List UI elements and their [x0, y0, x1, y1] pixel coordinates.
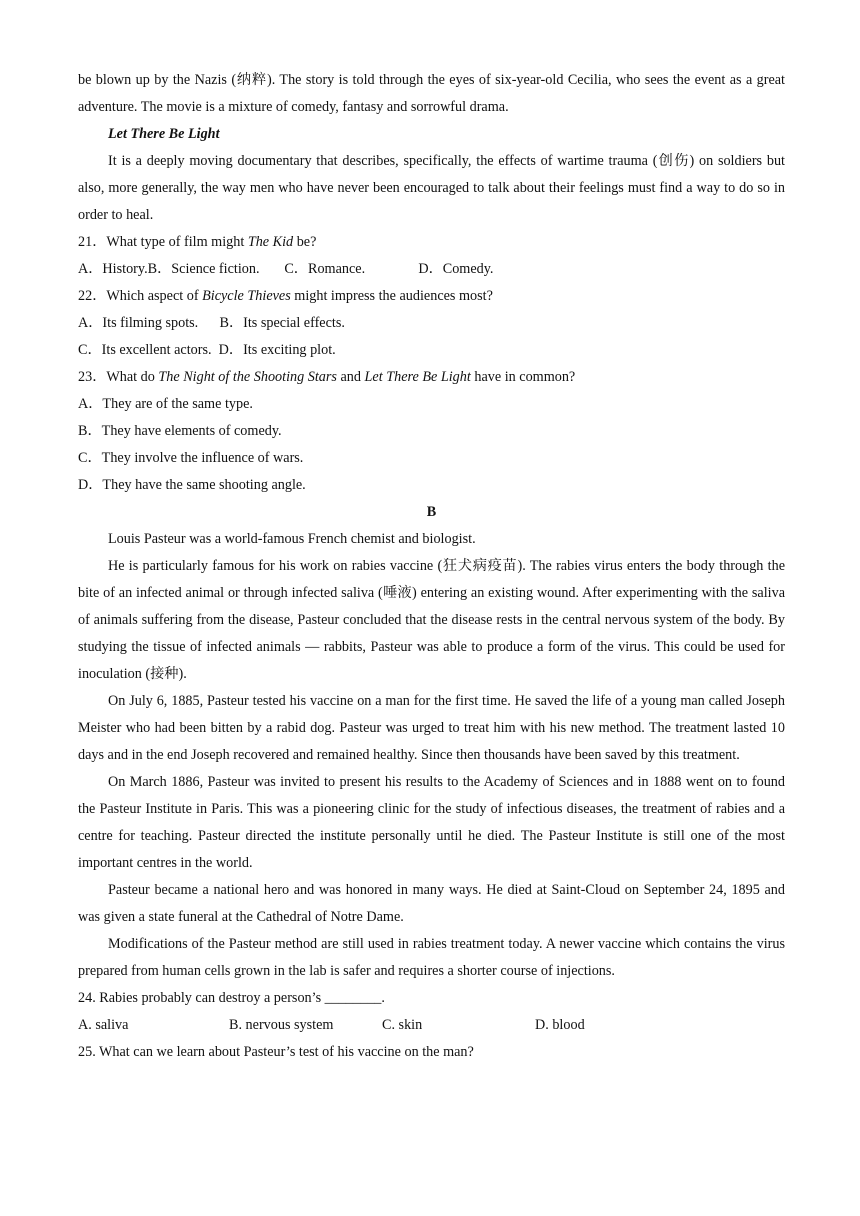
q21-stem-start: 21．What type of film might [78, 234, 248, 250]
passage-b-paragraph-4: On March 1886, Pasteur was invited to present his results to the Academy of Sciences and in 1888 went on to found the Pasteur Institute in Paris. This was a pioneering clinic for the study of infectious diseases, the treatment of rabies and a centre for teaching. Pasteur directed the institute personally until he died. The Pasteur Institute is still one of the most important centres in the world. [78, 774, 785, 871]
question-21 [78, 229, 785, 256]
q21-options: A．History.B．Science fiction. C．Romance. D．Comedy. [78, 261, 494, 277]
q24-options [78, 1012, 785, 1039]
q23-stem-end: have in common? [470, 369, 576, 385]
q23-option-c: C．They involve the influence of wars. [78, 450, 304, 466]
q22-film-name: Bicycle Thieves [202, 288, 291, 304]
q23-film-name-1: The Night of the Shooting Stars [158, 369, 337, 385]
q23-film-name-2: Let There Be Light [364, 369, 471, 385]
q23-option-a: A．They are of the same type. [78, 396, 253, 412]
q23-stem-start: 23．What do [78, 369, 159, 385]
q22-options-line-2: C．Its excellent actors. D．Its exciting plot. [78, 342, 336, 358]
q21-stem-end: be? [293, 234, 317, 250]
q22-stem-start: 22．Which aspect of [78, 288, 203, 304]
passage-b-paragraph-6: Modifications of the Pasteur method are still used in rabies treatment today. A newer vaccine which contains the virus prepared from human cells grown in the lab is safer and requires a shorter course of injections. [78, 936, 785, 979]
q21-film-name: The Kid [247, 234, 294, 250]
film-title: Let There Be Light [108, 126, 220, 142]
q24-option-d: D. blood [535, 1017, 585, 1033]
passage-b-paragraph-3: On July 6, 1885, Pasteur tested his vaccine on a man for the first time. He saved the life of a young man called Joseph Meister who had been bitten by a rabid dog. Pasteur was urged to treat him with his new method. The treatment lasted 10 days and in the end Joseph recovered and remained healthy. Since then thousands have been saved by this treatment. [78, 693, 785, 763]
question-24: 24. Rabies probably can destroy a person’s ________. [78, 990, 385, 1006]
q24-option-b: B. nervous system [229, 1017, 334, 1033]
q23-option-d: D．They have the same shooting angle. [78, 477, 306, 493]
q24-option-c: C. skin [382, 1017, 423, 1033]
q23-stem-mid: and [336, 369, 365, 385]
passage-b-paragraph-1: Louis Pasteur was a world-famous French chemist and biologist. [108, 531, 476, 547]
q22-stem-end: might impress the audiences most? [290, 288, 493, 304]
document-page [78, 67, 785, 1066]
q23-option-b: B．They have elements of comedy. [78, 423, 282, 439]
question-23 [78, 364, 785, 391]
question-22 [78, 283, 785, 310]
q24-option-a: A. saliva [78, 1017, 129, 1033]
question-25: 25. What can we learn about Pasteur’s test of his vaccine on the man? [78, 1044, 474, 1060]
passage-b-paragraph-2: He is particularly famous for his work on rabies vaccine (狂犬病疫苗). The rabies virus enters the body through the bite of an infected animal or through infected saliva (唾液) entering an existing wound. After experimenting with the saliva of animals suffering from the disease, Pasteur concluded that the disease rests in the central nervous system of the body. By studying the tissue of infected animals — rabbits, Pasteur was able to produce a form of the virus. This could be used for inoculation (接种). [78, 558, 785, 682]
section-heading-b: B [426, 504, 437, 520]
film-description: It is a deeply moving documentary that describes, specifically, the effects of wartime trauma (创伤) on soldiers but also, more generally, the way men who have never been encouraged to talk about their feelings must find a way to do so in order to heal. [78, 153, 785, 223]
passage-b-paragraph-5: Pasteur became a national hero and was honored in many ways. He died at Saint-Cloud on September 24, 1895 and was given a state funeral at the Cathedral of Notre Dame. [78, 882, 785, 925]
passage-a-paragraph: be blown up by the Nazis (纳粹). The story is told through the eyes of six-year-old Cecilia, who sees the event as a great adventure. The movie is a mixture of comedy, fantasy and sorrowful drama. [78, 72, 785, 115]
q22-options-line-1: A．Its filming spots. B．Its special effects. [78, 315, 345, 331]
